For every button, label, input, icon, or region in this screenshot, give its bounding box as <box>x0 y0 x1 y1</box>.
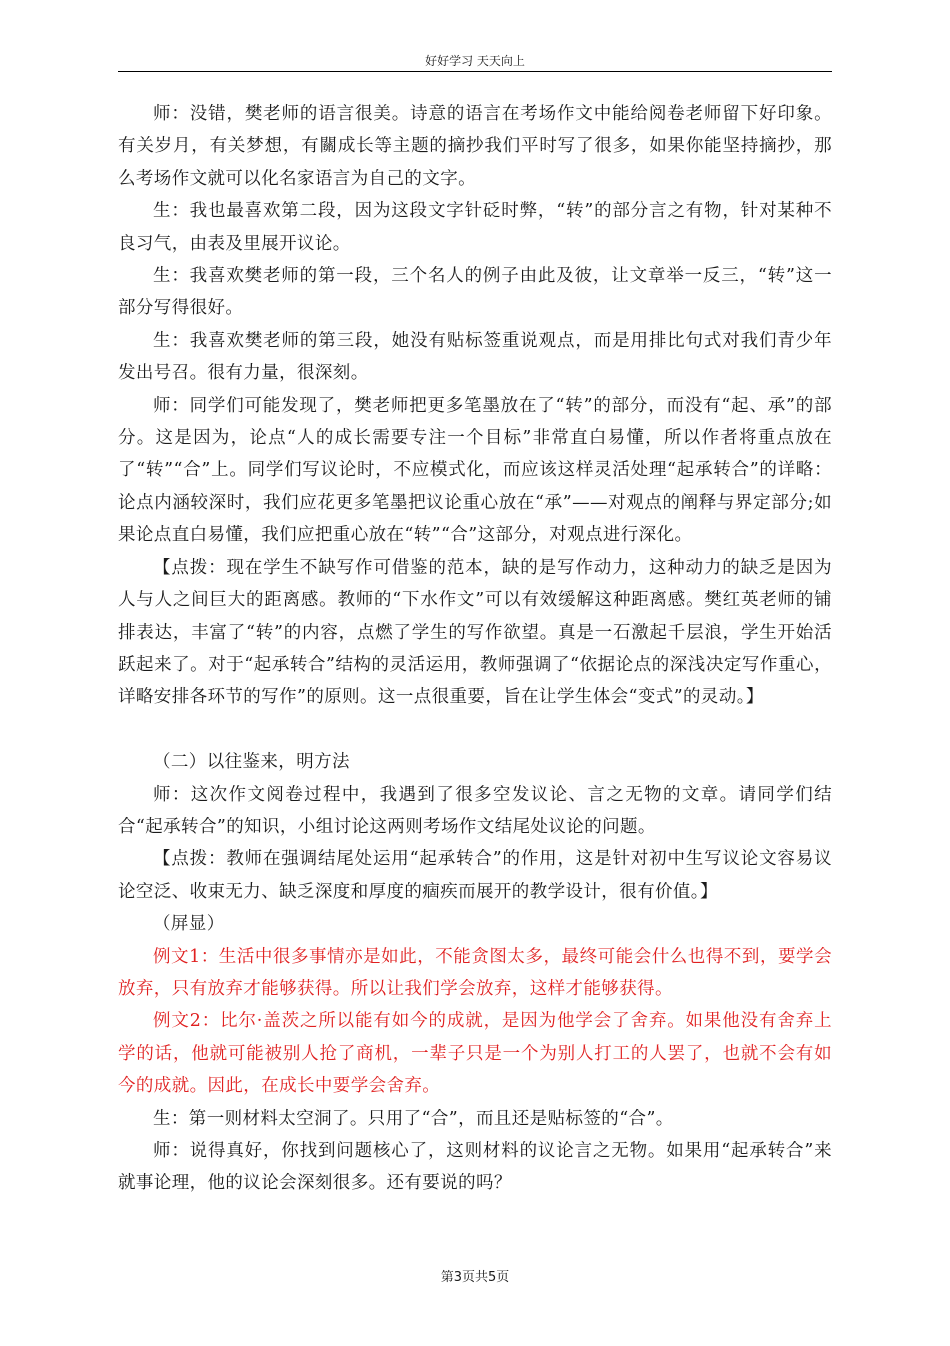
paragraph-teacher-task: 师：这次作文阅卷过程中，我遇到了很多空发议论、言之无物的文章。请同学们结合“起承转合”的知识，小组讨论这两则考场作文结尾处议论的问题。 <box>118 784 832 837</box>
example-text-2: 例文2：比尔·盖茨之所以能有如今的成就，是因为他学会了舍弃。如果他没有舍弃上学的话，他就可能被别人抢了商机，一辈子只是一个为别人打工的人罢了，也就不会有如今的成就。因此，在成长中要学会舍弃。 <box>118 1011 832 1097</box>
header-divider <box>118 71 832 72</box>
paragraph-student-second-section: 生：我也最喜欢第二段，因为这段文字针砭时弊，“转”的部分言之有物，针对某种不良习气，由表及里展开议论。 <box>118 201 832 254</box>
blank-line <box>118 714 832 746</box>
paragraph-commentary-1: 【点拨：现在学生不缺写作可借鉴的范本，缺的是写作动力，这种动力的缺乏是因为人与人之间巨大的距离感。教师的“下水作文”可以有效缓解这种距离感。樊红英老师的铺排表达，丰富了“转”的内容，点燃了学生的写作欲望。真是一石激起千层浪，学生开始活跃起来了。对于“起承转合”结构的灵活运用，教师强调了“依据论点的深浅决定写作重心，详略安排各环节的写作”的原则。这一点很重要，旨在让学生体会“变式”的灵动。】 <box>118 557 832 708</box>
paragraph-student-critique: 生：第一则材料太空洞了。只用了“合”，而且还是贴标签的“合”。 <box>153 1108 674 1129</box>
paragraph-student-first-section: 生：我喜欢樊老师的第一段，三个名人的例子由此及彼，让文章举一反三，“转”这一部分写得很好。 <box>118 266 832 319</box>
page-header: 好好学习 天天向上 <box>425 54 525 68</box>
screen-display-label: （屏显） <box>153 914 225 935</box>
page-number: 第3页共5页 <box>440 1270 510 1285</box>
document-body <box>118 98 832 1200</box>
paragraph-teacher-response: 师：说得真好，你找到问题核心了，这则材料的议论言之无物。如果用“起承转合”来就事论理，他的议论会深刻很多。还有要说的吗？ <box>118 1140 832 1194</box>
paragraph-teacher-praise: 师：没错，樊老师的语言很美。诗意的语言在考场作文中能给阅卷老师留下好印象。有关岁月，有关梦想，有關成长等主题的摘抄我们平时写了很多，如果你能坚持摘抄，那么考场作文就可以化名家语言为自己的文字。 <box>118 104 832 189</box>
example-text-1: 例文1：生活中很多事情亦是如此，不能贪图太多，最终可能会什么也得不到，要学会放弃，只有放弃才能够获得。所以让我们学会放弃，这样才能够获得。 <box>118 946 832 999</box>
paragraph-student-third-section: 生：我喜欢樊老师的第三段，她没有贴标签重说观点，而是用排比句式对我们青少年发出号召。很有力量，很深刻。 <box>118 330 832 384</box>
paragraph-teacher-summary: 师：同学们可能发现了，樊老师把更多笔墨放在了“转”的部分，而没有“起、承”的部分。这是因为，论点“人的成长需要专注一个目标”非常直白易懂，所以作者将重点放在了“转”“合”上。同学们写议论时，不应模式化，而应该这样灵活处理“起承转合”的详略：论点内涵较深时，我们应花更多笔墨把议论重心放在“承”——对观点的阐释与界定部分;如果论点直白易懂，我们应把重心放在“转”“合”这部分，对观点进行深化。 <box>118 395 832 546</box>
paragraph-commentary-2: 【点拨：教师在强调结尾处运用“起承转合”的作用，这是针对初中生写议论文容易议论空泛、收束无力、缺乏深度和厚度的痼疾而展开的教学设计，很有价值。】 <box>118 849 832 902</box>
section-heading: （二）以往鉴来，明方法 <box>153 752 350 773</box>
